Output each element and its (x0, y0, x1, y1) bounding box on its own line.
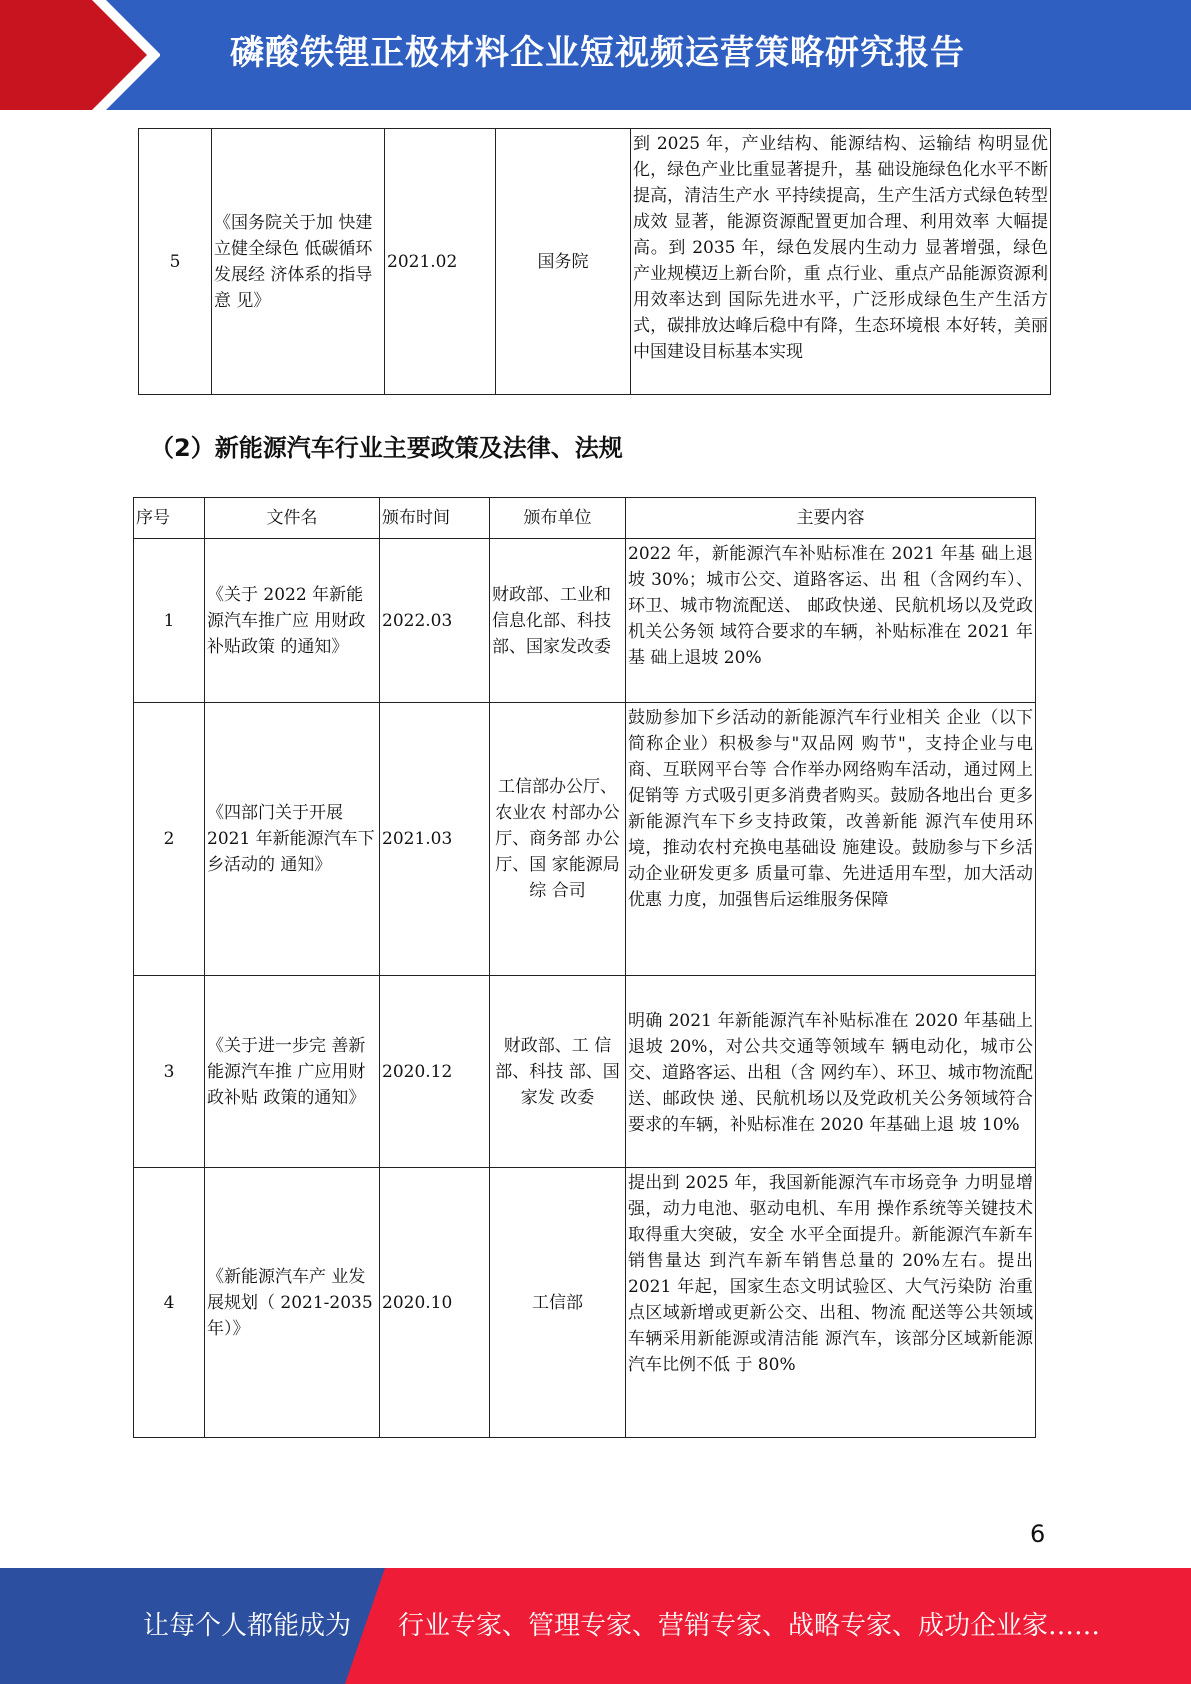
cell-unit: 工信部办公厅、农业农 村部办公厅、商务部 办公厅、国 家能源局综 合司 (490, 703, 626, 976)
cell-unit: 财政部、工业和信息化部、科技部、国家发改委 (490, 539, 626, 703)
footer-slogan-left: 让每个人都能成为 (143, 1611, 352, 1641)
section-heading: （2）新能源汽车行业主要政策及法律、法规 (150, 434, 623, 462)
cell-no: 2 (134, 703, 205, 976)
cell-doc: 《新能源汽车产 业发展规划（ 2021-2035 年）》 (205, 1168, 380, 1438)
cell-doc: 《四部门关于开展 2021 年新能源汽车下乡活动的 通知》 (205, 703, 380, 976)
cell-content: 2022 年，新能源汽车补贴标准在 2021 年基 础上退坡 30%；城市公交、道路客运、出 租（含网约车）、环卫、城市物流配送、 邮政快递、民航机场以及党政机关公务领 域符合要求的车辆，补贴标准在 2021 年基 础上退坡 20% (626, 539, 1036, 703)
cell-no: 1 (134, 539, 205, 703)
cell-date: 2021.02 (385, 129, 496, 395)
cell-unit: 国务院 (496, 129, 631, 395)
cell-content: 明确 2021 年新能源汽车补贴标准在 2020 年基础上退坡 20%，对公共交通等领域车 辆电动化，城市公交、道路客运、出租（含 网约车）、环卫、城市物流配送、邮政快 递、民航机场以及党政机关公务领域符合 要求的车辆，补贴标准在 2020 年基础上退 坡 10% (626, 976, 1036, 1168)
header-unit: 颁布单位 (490, 498, 626, 539)
table-row (134, 976, 1036, 1168)
cell-unit: 工信部 (490, 1168, 626, 1438)
cell-doc: 《关于 2022 年新能源汽车推广应 用财政补贴政策 的通知》 (205, 539, 380, 703)
nev-policy-table (133, 497, 1036, 1438)
cell-content-text: 到 2025 年，产业结构、能源结构、运输结 构明显优化，绿色产业比重显著提升，基 础设施绿色化水平不断提高，清洁生产水 平持续提高，生产生活方式绿色转型成效 显著，能源资源配置更加合理、利用效率 大幅提高。到 2035 年，绿色发展内生动力 显著增强，绿色产业规模迈上新台阶，重 点行业、重点产品能源资源利用效率达到 国际先进水平，广泛形成绿色生产生活方 式，碳排放达峰后稳中有降，生态环境根 本好转，美丽中国建设目标基本实现 (633, 134, 1048, 362)
page-number: 6 (1030, 1520, 1046, 1548)
page-header (0, 0, 1191, 110)
header-content: 主要内容 (626, 498, 1036, 539)
cell-content: 鼓励参加下乡活动的新能源汽车行业相关 企业（以下简称企业）积极参与"双品网 购节"，支持企业与电商、互联网平台等 合作举办网络购车活动，通过网上促销等 方式吸引更多消费者购买。鼓励各地出台 更多新能源汽车下乡支持政策，改善新能 源汽车使用环境，推动农村充换电基础设 施建设。鼓励参与下乡活动企业研发更多 质量可靠、先进适用车型，加大活动优惠 力度，加强售后运维服务保障 (626, 703, 1036, 976)
cell-date: 2021.03 (380, 703, 490, 976)
cell-content (631, 129, 1051, 395)
table-row (139, 129, 1051, 395)
header-date: 颁布时间 (380, 498, 490, 539)
table-header-row (134, 498, 1036, 539)
cell-no: 3 (134, 976, 205, 1168)
header-red-arrow (0, 0, 150, 110)
cell-no: 5 (139, 129, 212, 395)
header-no: 序号 (134, 498, 205, 539)
cell-doc: 《关于进一步完 善新能源汽车推 广应用财政补贴 政策的通知》 (205, 976, 380, 1168)
page-footer (0, 1568, 1191, 1684)
table-row (134, 703, 1036, 976)
footer-slogan-right: 行业专家、管理专家、营销专家、战略专家、成功企业家…… (398, 1611, 1101, 1641)
cell-content: 提出到 2025 年，我国新能源汽车市场竞争 力明显增强，动力电池、驱动电机、车用 操作系统等关键技术取得重大突破，安全 水平全面提升。新能源汽车新车销售量达 到汽车新车销售总量的 20%左右。提出 2021 年起，国家生态文明试验区、大气污染防 治重点区域新增或更新公交、出租、物流 配送等公共领域车辆采用新能源或清洁能 源汽车，该部分区域新能源汽车比例不低 于 80% (626, 1168, 1036, 1438)
header-doc: 文件名 (205, 498, 380, 539)
policy-table-continued (138, 128, 1051, 395)
cell-no: 4 (134, 1168, 205, 1438)
cell-doc: 《国务院关于加 快建立健全绿色 低碳循环发展经 济体系的指导意 见》 (212, 129, 385, 395)
cell-date: 2020.12 (380, 976, 490, 1168)
cell-date: 2020.10 (380, 1168, 490, 1438)
cell-unit: 财政部、工 信部、科技 部、国家发 改委 (490, 976, 626, 1168)
cell-date: 2022.03 (380, 539, 490, 703)
table-row (134, 1168, 1036, 1438)
table-row (134, 539, 1036, 703)
report-title: 磷酸铁锂正极材料企业短视频运营策略研究报告 (230, 33, 965, 73)
